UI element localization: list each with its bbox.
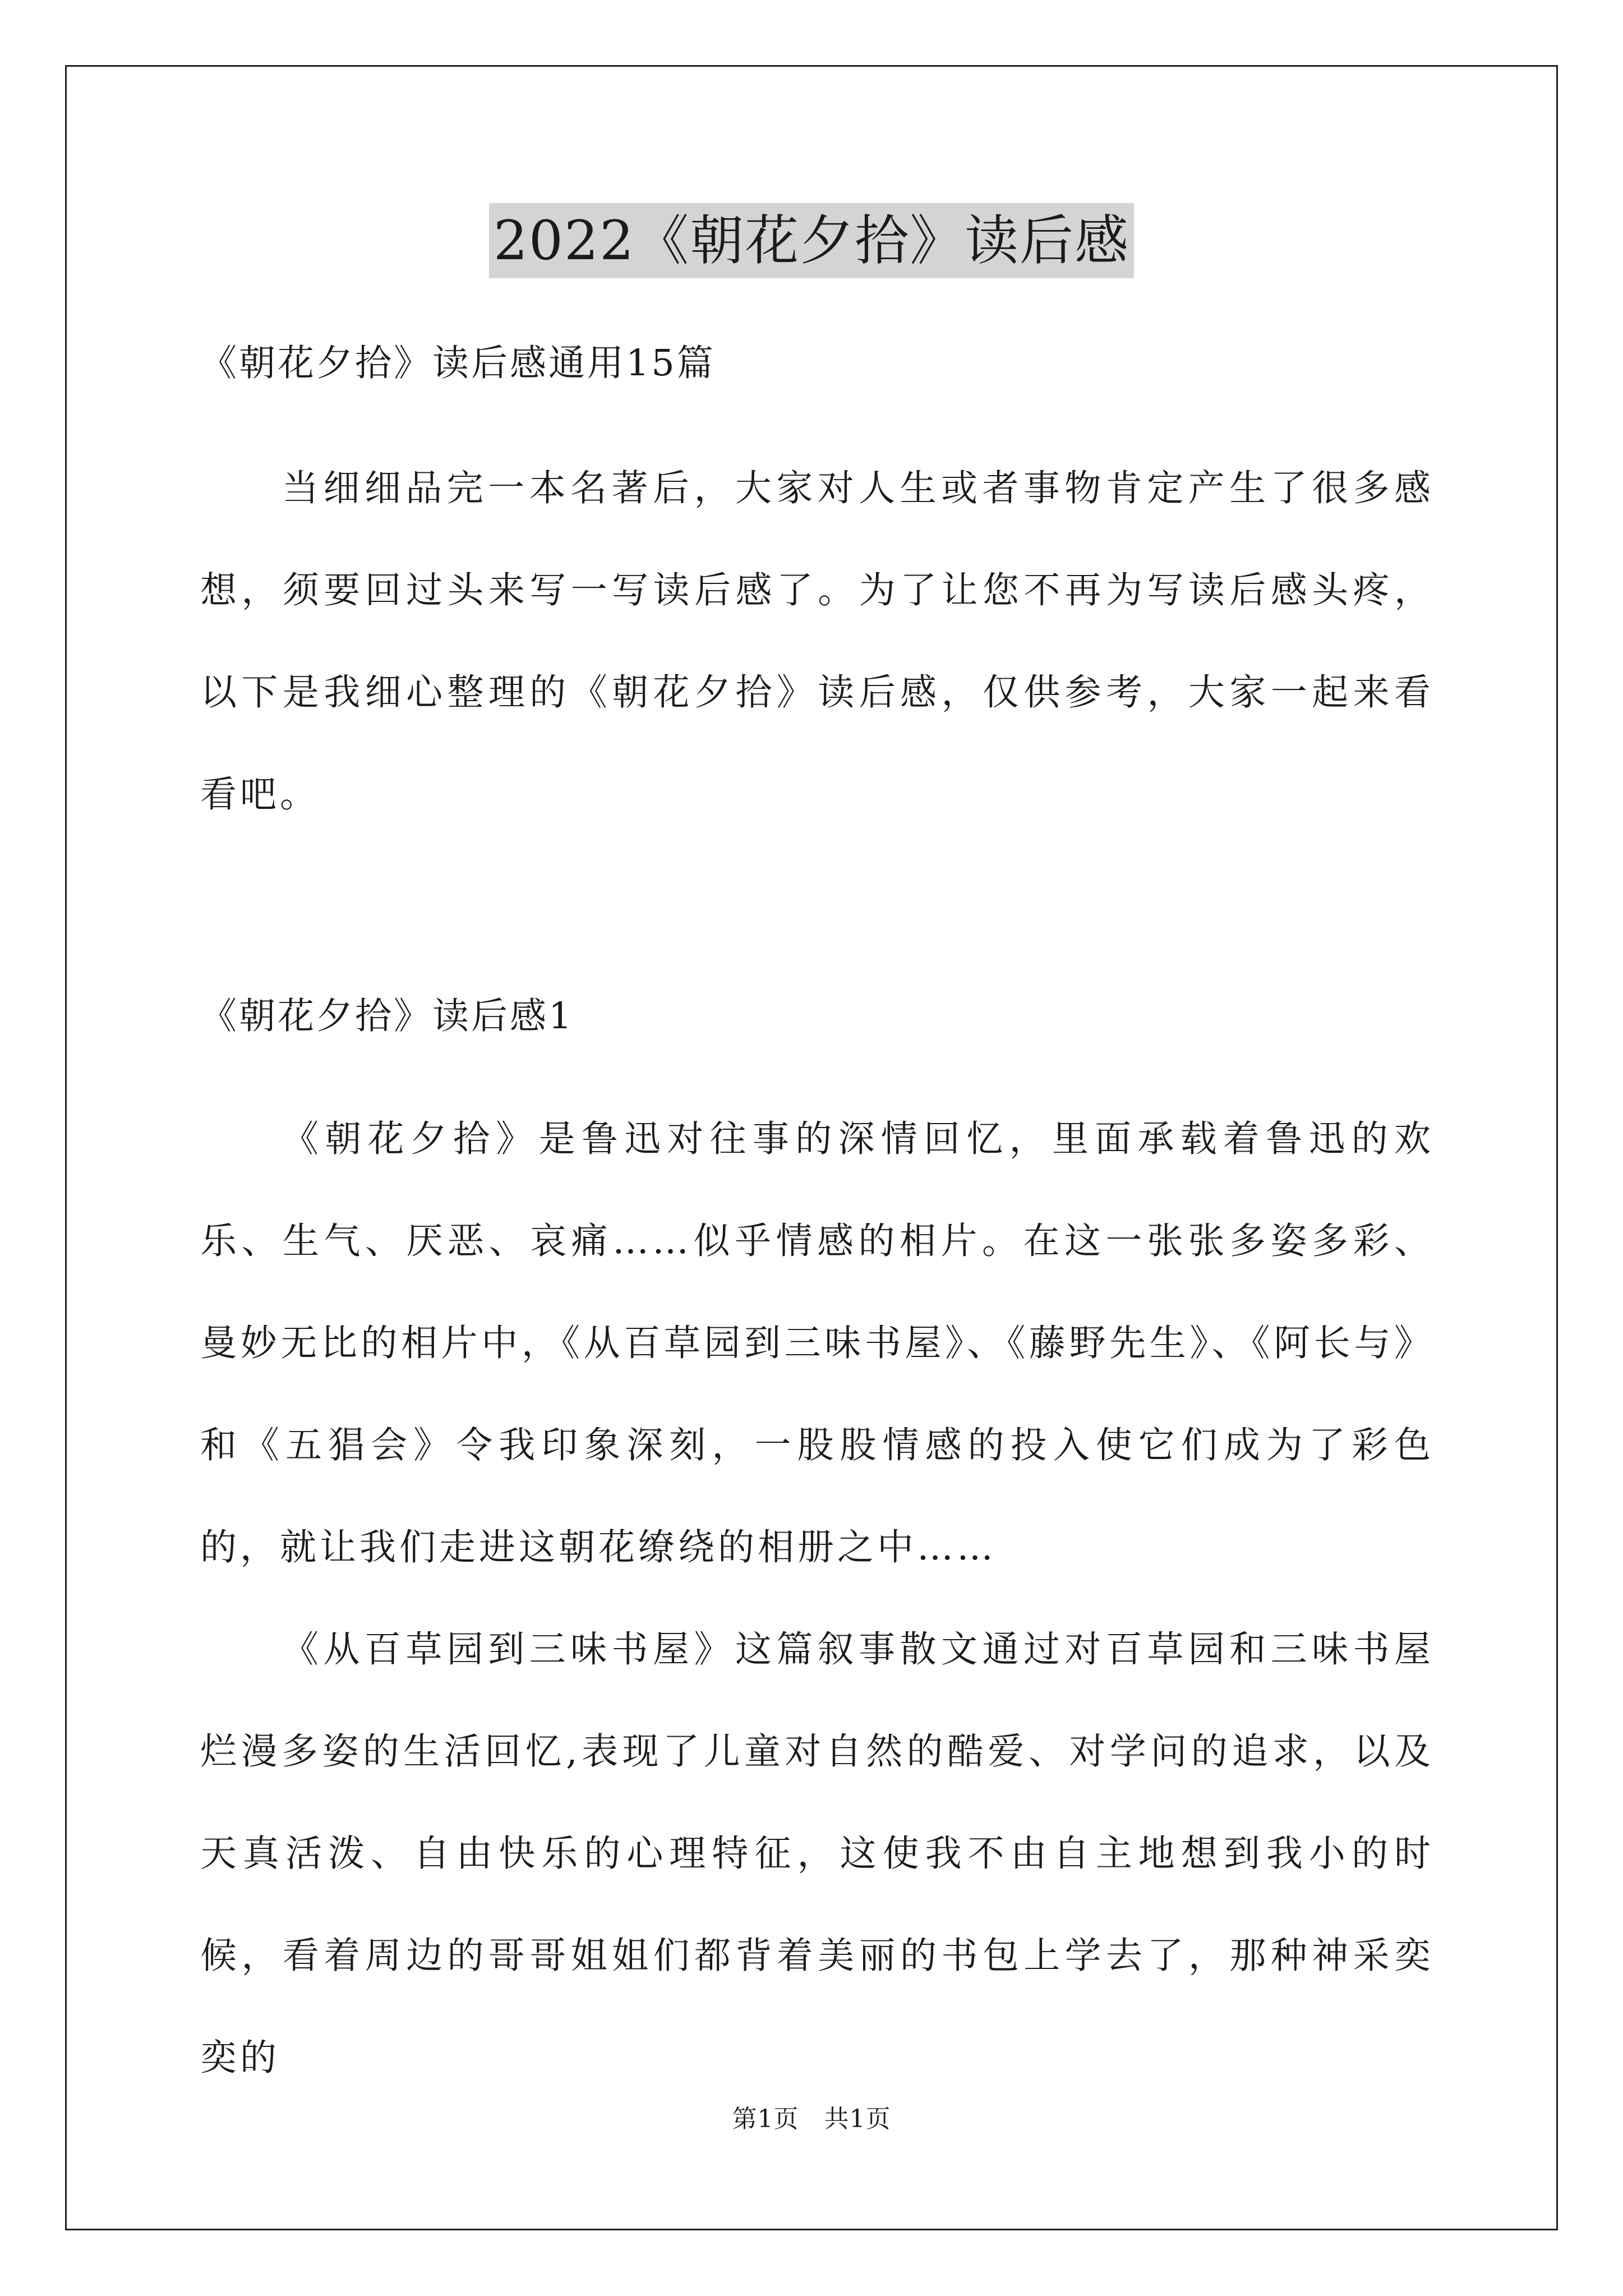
body-paragraph-1: 《朝花夕拾》是鲁迅对往事的深情回忆，里面承载着鲁迅的欢乐、生气、厌恶、哀痛……似乎情感的相片。在这一张张多姿多彩、曼妙无比的相片中，《从百草园到三味书屋》、《藤野先生》、《阿长与》和《五猖会》令我印象深刻，一股股情感的投入使它们成为了彩色的，就让我们走进这朝花缭绕的相册之中……: [200, 1118, 1434, 1568]
page-footer: 第1页 共1页: [732, 2105, 891, 2133]
document-subtitle: 《朝花夕拾》读后感通用15篇: [200, 342, 716, 384]
title-container: [0, 203, 1623, 278]
body-paragraph-2: 《从百草园到三味书屋》这篇叙事散文通过对百草园和三味书屋烂漫多姿的生活回忆,表现了儿童对自然的酷爱、对学问的追求，以及天真活泼、自由快乐的心理特征，这使我不由自主地想到我小的时候，看着周边的哥哥姐姐们都背着美丽的书包上学去了，那种神采奕奕的: [200, 1628, 1434, 2079]
section-heading: 《朝花夕拾》读后感1: [200, 995, 574, 1037]
document-title: 2022《朝花夕拾》读后感: [489, 203, 1134, 278]
intro-paragraph: 当细细品完一本名著后，大家对人生或者事物肯定产生了很多感想，须要回过头来写一写读后感了。为了让您不再为写读后感头疼，以下是我细心整理的《朝花夕拾》读后感，仅供参考，大家一起来看看吧。: [200, 467, 1434, 816]
